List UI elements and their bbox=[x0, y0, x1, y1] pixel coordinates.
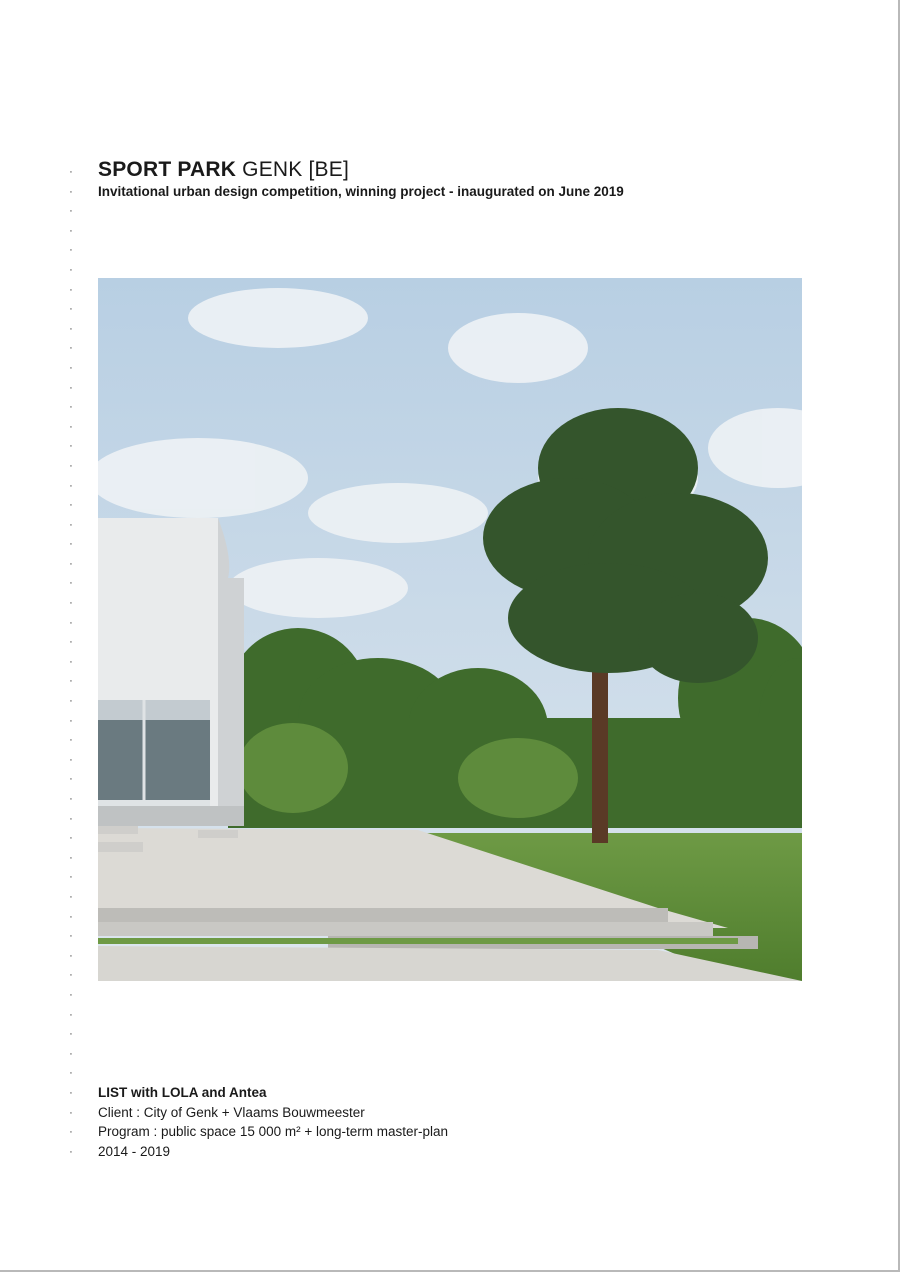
credits-client: Client : City of Genk + Vlaams Bouwmeester bbox=[98, 1104, 365, 1120]
margin-dot: · bbox=[69, 714, 73, 727]
margin-dot: · bbox=[69, 420, 73, 433]
margin-dot: · bbox=[69, 1145, 73, 1158]
margin-dot: · bbox=[69, 263, 73, 276]
margin-dot: · bbox=[69, 479, 73, 492]
margin-dot: · bbox=[69, 244, 73, 257]
title-location: GENK [BE] bbox=[242, 158, 350, 181]
margin-dot: · bbox=[69, 753, 73, 766]
margin-dot: · bbox=[69, 224, 73, 237]
title-bold: SPORT PARK bbox=[98, 158, 237, 181]
margin-dot: · bbox=[69, 832, 73, 845]
margin-dot: · bbox=[69, 734, 73, 747]
margin-dot: · bbox=[69, 969, 73, 982]
margin-dot: · bbox=[69, 636, 73, 649]
margin-dot: · bbox=[69, 675, 73, 688]
margin-dot: · bbox=[69, 930, 73, 943]
title-block bbox=[98, 157, 624, 199]
steps bbox=[98, 908, 758, 949]
margin-dot: · bbox=[69, 185, 73, 198]
margin-dot: · bbox=[69, 616, 73, 629]
margin-dot: · bbox=[69, 518, 73, 531]
margin-dot: · bbox=[69, 871, 73, 884]
margin-dot: · bbox=[69, 459, 73, 472]
margin-dot: · bbox=[69, 1008, 73, 1021]
margin-dot: · bbox=[69, 440, 73, 453]
margin-dot: · bbox=[69, 1067, 73, 1080]
credits-years: 2014 - 2019 bbox=[98, 1143, 171, 1159]
page-title bbox=[98, 157, 624, 183]
margin-dot: · bbox=[69, 401, 73, 414]
credits-program: Program : public space 15 000 m² + long-term master-plan bbox=[98, 1124, 449, 1139]
margin-dot: · bbox=[69, 342, 73, 355]
margin-dot: · bbox=[69, 577, 73, 590]
pine-trunk bbox=[592, 668, 608, 843]
sport-park-photo bbox=[98, 278, 802, 981]
margin-dot: · bbox=[69, 322, 73, 335]
margin-dot: · bbox=[69, 361, 73, 374]
margin-dot: · bbox=[69, 499, 73, 512]
margin-dot: · bbox=[69, 910, 73, 923]
margin-dot: · bbox=[69, 166, 73, 178]
margin-dot: · bbox=[69, 1047, 73, 1060]
margin-dot: · bbox=[69, 949, 73, 962]
margin-dot-column bbox=[68, 163, 74, 1162]
margin-dot: · bbox=[69, 538, 73, 551]
margin-dot: · bbox=[69, 988, 73, 1001]
credits-block bbox=[98, 1083, 448, 1161]
margin-dot: · bbox=[69, 381, 73, 394]
photo-illustration bbox=[98, 278, 802, 981]
margin-dot: · bbox=[69, 1106, 73, 1119]
margin-dot: · bbox=[69, 773, 73, 786]
margin-dot: · bbox=[69, 1028, 73, 1041]
margin-dot: · bbox=[69, 1086, 73, 1099]
margin-dot: · bbox=[69, 890, 73, 903]
margin-dot: · bbox=[69, 283, 73, 296]
margin-dot: · bbox=[69, 597, 73, 610]
margin-dot: · bbox=[69, 851, 73, 864]
margin-dot: · bbox=[69, 303, 73, 316]
margin-dot: · bbox=[69, 557, 73, 570]
page-subtitle: Invitational urban design competition, winning project - inaugurated on June 2019 bbox=[98, 184, 624, 199]
margin-dot: · bbox=[69, 793, 73, 805]
margin-dot: · bbox=[69, 695, 73, 708]
margin-dot: · bbox=[69, 1126, 73, 1139]
margin-dot: · bbox=[69, 205, 73, 218]
sports-building bbox=[98, 518, 244, 826]
margin-dot: · bbox=[69, 812, 73, 825]
margin-dot: · bbox=[69, 655, 73, 668]
credits-team: LIST with LOLA and Antea bbox=[98, 1085, 267, 1100]
